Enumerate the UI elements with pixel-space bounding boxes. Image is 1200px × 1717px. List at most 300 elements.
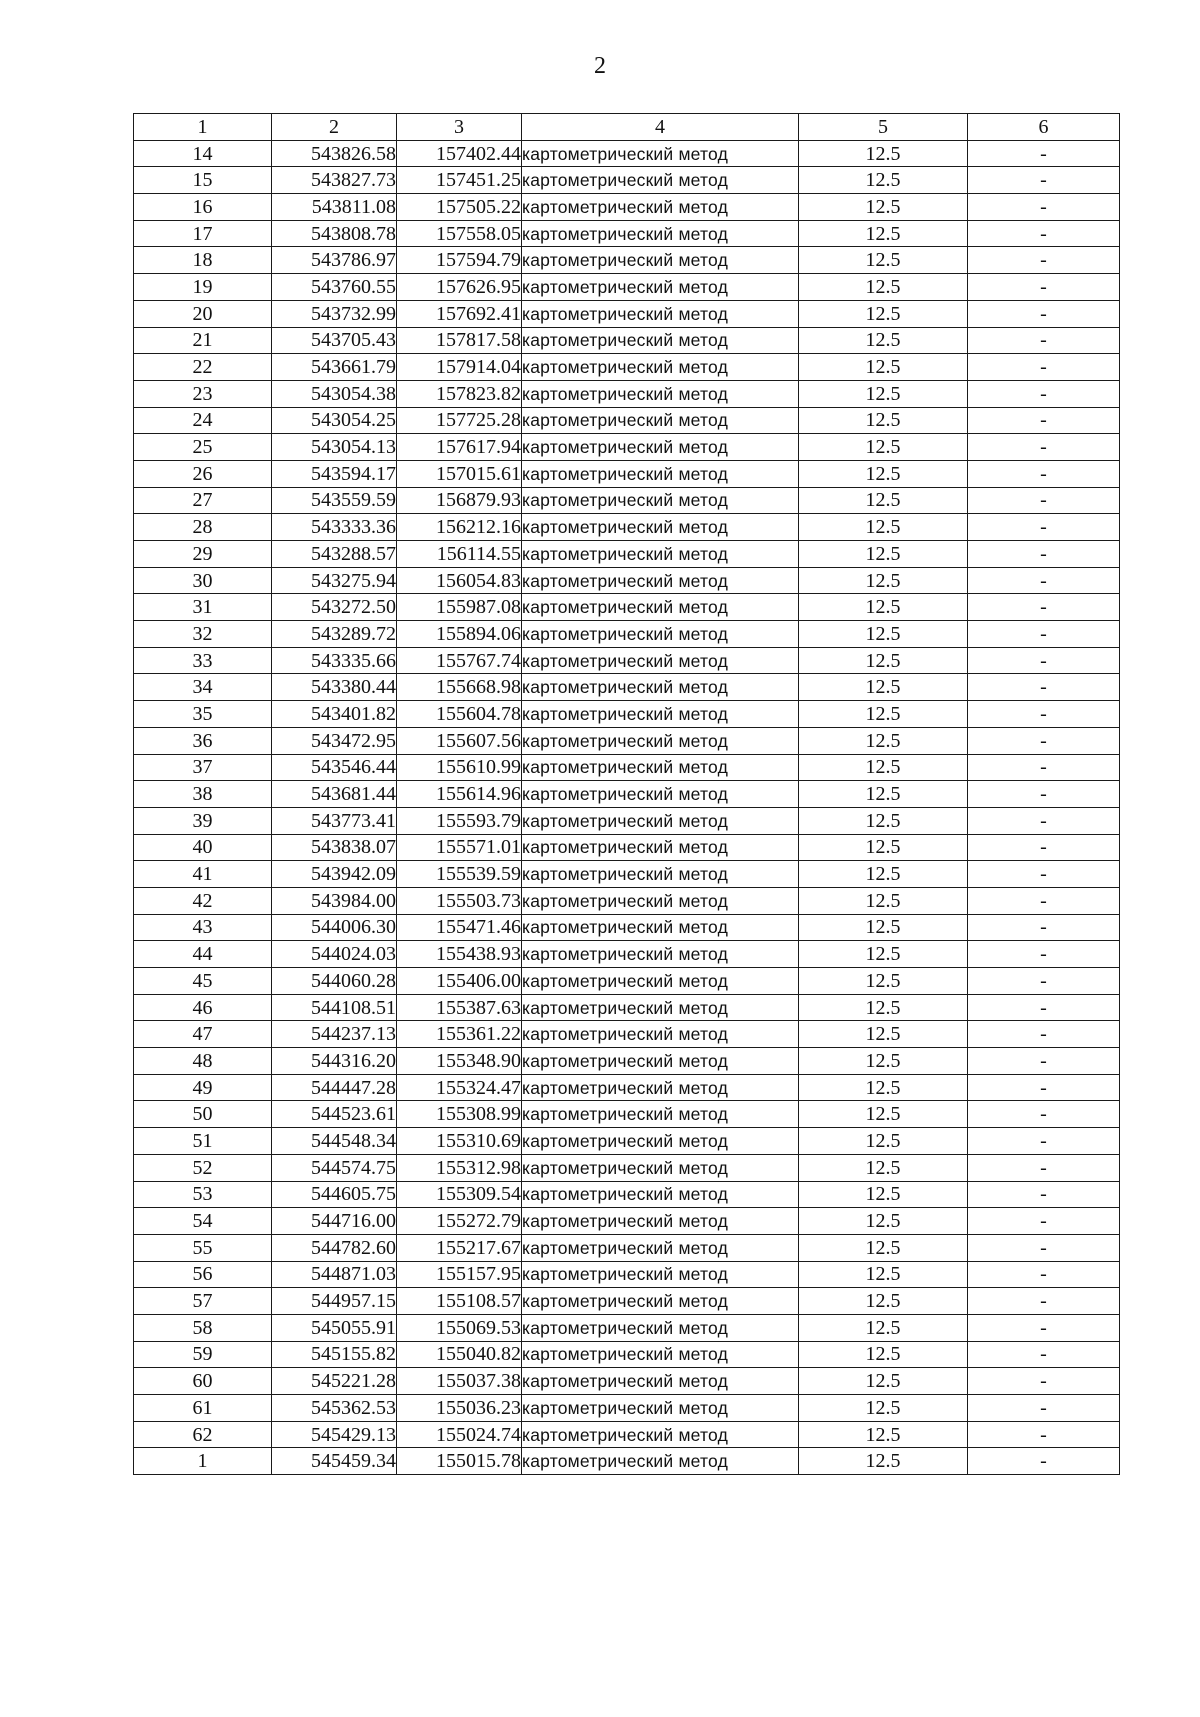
y-coordinate-cell: 156114.55	[397, 541, 522, 568]
note-cell: -	[968, 220, 1120, 247]
x-coordinate-cell: 545221.28	[272, 1368, 397, 1395]
note-cell: -	[968, 327, 1120, 354]
point-number-cell: 27	[134, 487, 272, 514]
x-coordinate-cell: 544782.60	[272, 1234, 397, 1261]
point-number-cell: 55	[134, 1234, 272, 1261]
point-number-cell: 54	[134, 1208, 272, 1235]
method-cell: картометрический метод	[522, 1154, 799, 1181]
table-row	[134, 674, 1120, 701]
x-coordinate-cell: 544871.03	[272, 1261, 397, 1288]
x-coordinate-cell: 544957.15	[272, 1288, 397, 1315]
note-cell: -	[968, 1234, 1120, 1261]
point-number-cell: 20	[134, 300, 272, 327]
method-cell: картометрический метод	[522, 460, 799, 487]
method-cell: картометрический метод	[522, 541, 799, 568]
table-row	[134, 1261, 1120, 1288]
y-coordinate-cell: 157402.44	[397, 140, 522, 167]
accuracy-cell: 12.5	[799, 968, 968, 995]
method-cell: картометрический метод	[522, 834, 799, 861]
y-coordinate-cell: 155668.98	[397, 674, 522, 701]
table-row	[134, 754, 1120, 781]
x-coordinate-cell: 544237.13	[272, 1021, 397, 1048]
note-cell: -	[968, 914, 1120, 941]
table-row	[134, 1021, 1120, 1048]
accuracy-cell: 12.5	[799, 140, 968, 167]
table-row	[134, 460, 1120, 487]
accuracy-cell: 12.5	[799, 407, 968, 434]
x-coordinate-cell: 543984.00	[272, 887, 397, 914]
table-body	[134, 140, 1120, 1474]
note-cell: -	[968, 300, 1120, 327]
point-number-cell: 61	[134, 1395, 272, 1422]
x-coordinate-cell: 545055.91	[272, 1314, 397, 1341]
method-cell: картометрический метод	[522, 567, 799, 594]
note-cell: -	[968, 861, 1120, 888]
page-number: 2	[594, 53, 606, 79]
table-row	[134, 727, 1120, 754]
note-cell: -	[968, 1208, 1120, 1235]
y-coordinate-cell: 157817.58	[397, 327, 522, 354]
method-cell: картометрический метод	[522, 621, 799, 648]
point-number-cell: 59	[134, 1341, 272, 1368]
accuracy-cell: 12.5	[799, 327, 968, 354]
point-number-cell: 41	[134, 861, 272, 888]
point-number-cell: 43	[134, 914, 272, 941]
table-row	[134, 1154, 1120, 1181]
table-row	[134, 1208, 1120, 1235]
point-number-cell: 53	[134, 1181, 272, 1208]
method-cell: картометрический метод	[522, 861, 799, 888]
table-row	[134, 1288, 1120, 1315]
table-row	[134, 914, 1120, 941]
y-coordinate-cell: 155069.53	[397, 1314, 522, 1341]
note-cell: -	[968, 1154, 1120, 1181]
point-number-cell: 23	[134, 380, 272, 407]
y-coordinate-cell: 155324.47	[397, 1074, 522, 1101]
method-cell: картометрический метод	[522, 327, 799, 354]
x-coordinate-cell: 544024.03	[272, 941, 397, 968]
x-coordinate-cell: 543380.44	[272, 674, 397, 701]
x-coordinate-cell: 543335.66	[272, 647, 397, 674]
x-coordinate-cell: 544316.20	[272, 1048, 397, 1075]
accuracy-cell: 12.5	[799, 807, 968, 834]
table-row	[134, 941, 1120, 968]
y-coordinate-cell: 156054.83	[397, 567, 522, 594]
y-coordinate-cell: 157617.94	[397, 434, 522, 461]
x-coordinate-cell: 543272.50	[272, 594, 397, 621]
note-cell: -	[968, 1395, 1120, 1422]
note-cell: -	[968, 1048, 1120, 1075]
method-cell: картометрический метод	[522, 887, 799, 914]
x-coordinate-cell: 543472.95	[272, 727, 397, 754]
note-cell: -	[968, 674, 1120, 701]
y-coordinate-cell: 155309.54	[397, 1181, 522, 1208]
table-row	[134, 1048, 1120, 1075]
x-coordinate-cell: 543786.97	[272, 247, 397, 274]
y-coordinate-cell: 155767.74	[397, 647, 522, 674]
method-cell: картометрический метод	[522, 1421, 799, 1448]
method-cell: картометрический метод	[522, 274, 799, 301]
point-number-cell: 29	[134, 541, 272, 568]
point-number-cell: 45	[134, 968, 272, 995]
method-cell: картометрический метод	[522, 781, 799, 808]
point-number-cell: 58	[134, 1314, 272, 1341]
note-cell: -	[968, 380, 1120, 407]
x-coordinate-cell: 543275.94	[272, 567, 397, 594]
y-coordinate-cell: 157626.95	[397, 274, 522, 301]
x-coordinate-cell: 543827.73	[272, 167, 397, 194]
accuracy-cell: 12.5	[799, 727, 968, 754]
x-coordinate-cell: 543808.78	[272, 220, 397, 247]
accuracy-cell: 12.5	[799, 541, 968, 568]
accuracy-cell: 12.5	[799, 1128, 968, 1155]
table-row	[134, 887, 1120, 914]
note-cell: -	[968, 487, 1120, 514]
x-coordinate-cell: 544548.34	[272, 1128, 397, 1155]
table-row	[134, 1101, 1120, 1128]
table-row	[134, 1128, 1120, 1155]
method-cell: картометрический метод	[522, 354, 799, 381]
x-coordinate-cell: 544006.30	[272, 914, 397, 941]
point-number-cell: 39	[134, 807, 272, 834]
accuracy-cell: 12.5	[799, 1234, 968, 1261]
x-coordinate-cell: 545429.13	[272, 1421, 397, 1448]
accuracy-cell: 12.5	[799, 220, 968, 247]
note-cell: -	[968, 541, 1120, 568]
method-cell: картометрический метод	[522, 1395, 799, 1422]
table-row	[134, 327, 1120, 354]
y-coordinate-cell: 157692.41	[397, 300, 522, 327]
x-coordinate-cell: 544605.75	[272, 1181, 397, 1208]
method-cell: картометрический метод	[522, 968, 799, 995]
accuracy-cell: 12.5	[799, 994, 968, 1021]
note-cell: -	[968, 567, 1120, 594]
note-cell: -	[968, 994, 1120, 1021]
y-coordinate-cell: 157914.04	[397, 354, 522, 381]
x-coordinate-cell: 543546.44	[272, 754, 397, 781]
x-coordinate-cell: 543661.79	[272, 354, 397, 381]
table-row	[134, 1448, 1120, 1475]
table-row	[134, 194, 1120, 221]
point-number-cell: 52	[134, 1154, 272, 1181]
accuracy-cell: 12.5	[799, 647, 968, 674]
note-cell: -	[968, 1181, 1120, 1208]
column-header: 1	[134, 114, 272, 141]
method-cell: картометрический метод	[522, 594, 799, 621]
note-cell: -	[968, 887, 1120, 914]
table-row	[134, 1074, 1120, 1101]
table-row	[134, 647, 1120, 674]
table-header-row	[134, 114, 1120, 141]
table-row	[134, 140, 1120, 167]
point-number-cell: 37	[134, 754, 272, 781]
point-number-cell: 25	[134, 434, 272, 461]
point-number-cell: 15	[134, 167, 272, 194]
method-cell: картометрический метод	[522, 300, 799, 327]
column-header: 2	[272, 114, 397, 141]
accuracy-cell: 12.5	[799, 1181, 968, 1208]
y-coordinate-cell: 155593.79	[397, 807, 522, 834]
x-coordinate-cell: 545362.53	[272, 1395, 397, 1422]
method-cell: картометрический метод	[522, 434, 799, 461]
table-row	[134, 487, 1120, 514]
point-number-cell: 19	[134, 274, 272, 301]
table-row	[134, 1421, 1120, 1448]
x-coordinate-cell: 543705.43	[272, 327, 397, 354]
method-cell: картометрический метод	[522, 380, 799, 407]
y-coordinate-cell: 157558.05	[397, 220, 522, 247]
y-coordinate-cell: 157451.25	[397, 167, 522, 194]
y-coordinate-cell: 155607.56	[397, 727, 522, 754]
accuracy-cell: 12.5	[799, 460, 968, 487]
method-cell: картометрический метод	[522, 1021, 799, 1048]
point-number-cell: 42	[134, 887, 272, 914]
accuracy-cell: 12.5	[799, 354, 968, 381]
table-row	[134, 1368, 1120, 1395]
note-cell: -	[968, 167, 1120, 194]
x-coordinate-cell: 545459.34	[272, 1448, 397, 1475]
method-cell: картометрический метод	[522, 194, 799, 221]
y-coordinate-cell: 155040.82	[397, 1341, 522, 1368]
point-number-cell: 35	[134, 701, 272, 728]
x-coordinate-cell: 543401.82	[272, 701, 397, 728]
point-number-cell: 30	[134, 567, 272, 594]
note-cell: -	[968, 701, 1120, 728]
table-row	[134, 834, 1120, 861]
point-number-cell: 44	[134, 941, 272, 968]
accuracy-cell: 12.5	[799, 674, 968, 701]
table-row	[134, 701, 1120, 728]
note-cell: -	[968, 621, 1120, 648]
accuracy-cell: 12.5	[799, 834, 968, 861]
table-row	[134, 274, 1120, 301]
point-number-cell: 32	[134, 621, 272, 648]
method-cell: картометрический метод	[522, 514, 799, 541]
x-coordinate-cell: 545155.82	[272, 1341, 397, 1368]
y-coordinate-cell: 157594.79	[397, 247, 522, 274]
x-coordinate-cell: 543681.44	[272, 781, 397, 808]
accuracy-cell: 12.5	[799, 1074, 968, 1101]
accuracy-cell: 12.5	[799, 1368, 968, 1395]
point-number-cell: 22	[134, 354, 272, 381]
x-coordinate-cell: 543838.07	[272, 834, 397, 861]
table-row	[134, 541, 1120, 568]
x-coordinate-cell: 544523.61	[272, 1101, 397, 1128]
y-coordinate-cell: 155471.46	[397, 914, 522, 941]
y-coordinate-cell: 155036.23	[397, 1395, 522, 1422]
accuracy-cell: 12.5	[799, 1154, 968, 1181]
method-cell: картометрический метод	[522, 1261, 799, 1288]
x-coordinate-cell: 543289.72	[272, 621, 397, 648]
method-cell: картометрический метод	[522, 674, 799, 701]
column-header: 3	[397, 114, 522, 141]
x-coordinate-cell: 544060.28	[272, 968, 397, 995]
accuracy-cell: 12.5	[799, 1021, 968, 1048]
note-cell: -	[968, 727, 1120, 754]
y-coordinate-cell: 155015.78	[397, 1448, 522, 1475]
table-row	[134, 300, 1120, 327]
point-number-cell: 49	[134, 1074, 272, 1101]
note-cell: -	[968, 1261, 1120, 1288]
note-cell: -	[968, 274, 1120, 301]
x-coordinate-cell: 543559.59	[272, 487, 397, 514]
note-cell: -	[968, 1128, 1120, 1155]
accuracy-cell: 12.5	[799, 247, 968, 274]
note-cell: -	[968, 1314, 1120, 1341]
table-row	[134, 1341, 1120, 1368]
point-number-cell: 60	[134, 1368, 272, 1395]
y-coordinate-cell: 155539.59	[397, 861, 522, 888]
y-coordinate-cell: 155310.69	[397, 1128, 522, 1155]
accuracy-cell: 12.5	[799, 1341, 968, 1368]
accuracy-cell: 12.5	[799, 274, 968, 301]
method-cell: картометрический метод	[522, 994, 799, 1021]
x-coordinate-cell: 543054.13	[272, 434, 397, 461]
table-row	[134, 861, 1120, 888]
note-cell: -	[968, 647, 1120, 674]
accuracy-cell: 12.5	[799, 1288, 968, 1315]
method-cell: картометрический метод	[522, 754, 799, 781]
y-coordinate-cell: 155571.01	[397, 834, 522, 861]
note-cell: -	[968, 1421, 1120, 1448]
point-number-cell: 24	[134, 407, 272, 434]
y-coordinate-cell: 155604.78	[397, 701, 522, 728]
point-number-cell: 50	[134, 1101, 272, 1128]
y-coordinate-cell: 155108.57	[397, 1288, 522, 1315]
y-coordinate-cell: 155406.00	[397, 968, 522, 995]
accuracy-cell: 12.5	[799, 621, 968, 648]
x-coordinate-cell: 543942.09	[272, 861, 397, 888]
point-number-cell: 40	[134, 834, 272, 861]
note-cell: -	[968, 1341, 1120, 1368]
accuracy-cell: 12.5	[799, 1448, 968, 1475]
table-row	[134, 1395, 1120, 1422]
table-row	[134, 807, 1120, 834]
y-coordinate-cell: 157725.28	[397, 407, 522, 434]
method-cell: картометрический метод	[522, 807, 799, 834]
point-number-cell: 18	[134, 247, 272, 274]
note-cell: -	[968, 834, 1120, 861]
table-row	[134, 1181, 1120, 1208]
x-coordinate-cell: 544108.51	[272, 994, 397, 1021]
point-number-cell: 47	[134, 1021, 272, 1048]
table-row	[134, 594, 1120, 621]
method-cell: картометрический метод	[522, 1101, 799, 1128]
note-cell: -	[968, 781, 1120, 808]
accuracy-cell: 12.5	[799, 1101, 968, 1128]
accuracy-cell: 12.5	[799, 194, 968, 221]
accuracy-cell: 12.5	[799, 754, 968, 781]
x-coordinate-cell: 543760.55	[272, 274, 397, 301]
method-cell: картометрический метод	[522, 220, 799, 247]
point-number-cell: 46	[134, 994, 272, 1021]
table-row	[134, 167, 1120, 194]
y-coordinate-cell: 156212.16	[397, 514, 522, 541]
note-cell: -	[968, 941, 1120, 968]
note-cell: -	[968, 140, 1120, 167]
method-cell: картометрический метод	[522, 487, 799, 514]
x-coordinate-cell: 543811.08	[272, 194, 397, 221]
accuracy-cell: 12.5	[799, 487, 968, 514]
point-number-cell: 28	[134, 514, 272, 541]
y-coordinate-cell: 157015.61	[397, 460, 522, 487]
method-cell: картометрический метод	[522, 1448, 799, 1475]
accuracy-cell: 12.5	[799, 380, 968, 407]
table-row	[134, 380, 1120, 407]
accuracy-cell: 12.5	[799, 434, 968, 461]
x-coordinate-cell: 543773.41	[272, 807, 397, 834]
accuracy-cell: 12.5	[799, 514, 968, 541]
point-number-cell: 56	[134, 1261, 272, 1288]
note-cell: -	[968, 194, 1120, 221]
method-cell: картометрический метод	[522, 140, 799, 167]
note-cell: -	[968, 514, 1120, 541]
x-coordinate-cell: 544716.00	[272, 1208, 397, 1235]
accuracy-cell: 12.5	[799, 567, 968, 594]
note-cell: -	[968, 807, 1120, 834]
x-coordinate-cell: 544447.28	[272, 1074, 397, 1101]
note-cell: -	[968, 968, 1120, 995]
point-number-cell: 33	[134, 647, 272, 674]
coordinates-table	[133, 113, 1120, 1475]
y-coordinate-cell: 155503.73	[397, 887, 522, 914]
table-row	[134, 1234, 1120, 1261]
table-row	[134, 567, 1120, 594]
method-cell: картометрический метод	[522, 247, 799, 274]
table-row	[134, 354, 1120, 381]
x-coordinate-cell: 543732.99	[272, 300, 397, 327]
method-cell: картометрический метод	[522, 647, 799, 674]
table-row	[134, 621, 1120, 648]
note-cell: -	[968, 1021, 1120, 1048]
note-cell: -	[968, 1074, 1120, 1101]
x-coordinate-cell: 544574.75	[272, 1154, 397, 1181]
method-cell: картометрический метод	[522, 1234, 799, 1261]
y-coordinate-cell: 156879.93	[397, 487, 522, 514]
column-header: 6	[968, 114, 1120, 141]
method-cell: картометрический метод	[522, 914, 799, 941]
y-coordinate-cell: 155308.99	[397, 1101, 522, 1128]
accuracy-cell: 12.5	[799, 701, 968, 728]
method-cell: картометрический метод	[522, 1048, 799, 1075]
accuracy-cell: 12.5	[799, 1314, 968, 1341]
point-number-cell: 34	[134, 674, 272, 701]
table-row	[134, 247, 1120, 274]
point-number-cell: 36	[134, 727, 272, 754]
method-cell: картометрический метод	[522, 941, 799, 968]
method-cell: картометрический метод	[522, 1181, 799, 1208]
y-coordinate-cell: 155037.38	[397, 1368, 522, 1395]
y-coordinate-cell: 155157.95	[397, 1261, 522, 1288]
method-cell: картометрический метод	[522, 1368, 799, 1395]
accuracy-cell: 12.5	[799, 1421, 968, 1448]
y-coordinate-cell: 155610.99	[397, 754, 522, 781]
x-coordinate-cell: 543826.58	[272, 140, 397, 167]
table-row	[134, 407, 1120, 434]
y-coordinate-cell: 155024.74	[397, 1421, 522, 1448]
accuracy-cell: 12.5	[799, 781, 968, 808]
method-cell: картометрический метод	[522, 1208, 799, 1235]
method-cell: картометрический метод	[522, 1074, 799, 1101]
x-coordinate-cell: 543288.57	[272, 541, 397, 568]
note-cell: -	[968, 1448, 1120, 1475]
x-coordinate-cell: 543054.25	[272, 407, 397, 434]
table-row	[134, 781, 1120, 808]
point-number-cell: 31	[134, 594, 272, 621]
table-row	[134, 994, 1120, 1021]
y-coordinate-cell: 155272.79	[397, 1208, 522, 1235]
accuracy-cell: 12.5	[799, 1261, 968, 1288]
